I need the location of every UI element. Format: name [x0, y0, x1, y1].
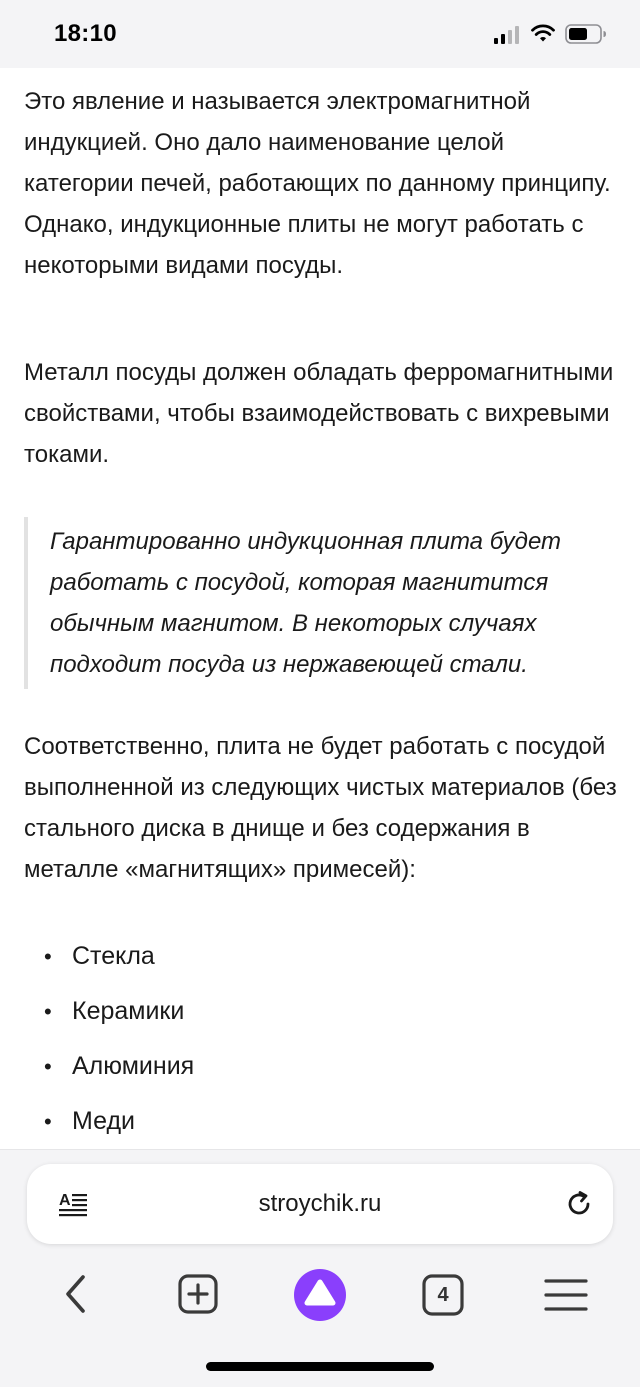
reload-icon[interactable] [564, 1189, 594, 1219]
article-content [24, 68, 620, 1148]
bullet-icon: • [44, 944, 52, 969]
list-item-label: Стекла [72, 942, 155, 970]
tabs-button[interactable] [418, 1260, 468, 1330]
new-tab-icon[interactable] [172, 1260, 224, 1330]
materials-list [24, 936, 620, 1148]
home-indicator[interactable] [206, 1362, 434, 1371]
browser-bottom-panel [0, 1149, 640, 1387]
bullet-icon: • [44, 1054, 52, 1079]
url-text[interactable]: stroychik.ru [258, 1190, 382, 1217]
list-item-label: Меди [72, 1107, 136, 1135]
article-paragraph: Это явление и называется электромагнитной индукцией. Оно дало наименование целой категории печей, работающих по данному принципу. Однако, индукционные плиты не могут работать с некоторыми видами посуды. [24, 88, 611, 279]
list-item-label: Керамики [72, 997, 185, 1025]
blockquote-text: Гарантированно индукционная плита будет работать с посудой, которая магнитится обычным магнитом. В некоторых случаях подходит посуда из нержавеющей стали. [50, 528, 562, 678]
article-blockquote [24, 517, 620, 689]
status-bar [0, 0, 640, 68]
list-item [24, 1046, 620, 1101]
reader-mode-icon[interactable] [59, 1190, 89, 1218]
bullet-icon: • [44, 1109, 52, 1134]
list-item-label: Алюминия [72, 1052, 195, 1080]
address-bar[interactable] [27, 1164, 613, 1244]
wifi-icon [531, 23, 555, 43]
article-paragraph: Соответственно, плита не будет работать с посудой выполненной из следующих чистых материалов (без стального диска в днище и без содержания в металле «магнитящих» примесей): [24, 733, 617, 883]
tabs-count: 4 [437, 1284, 449, 1306]
svg-text:A: A [59, 1192, 71, 1209]
list-item [24, 991, 620, 1046]
browser-navigation [0, 1260, 640, 1330]
menu-icon[interactable] [540, 1260, 592, 1330]
list-item [24, 936, 620, 991]
bullet-icon: • [44, 999, 52, 1024]
back-icon[interactable] [52, 1260, 102, 1330]
list-item [24, 1101, 620, 1148]
cellular-signal-icon [494, 26, 520, 44]
status-time: 18:10 [54, 20, 117, 47]
alice-assistant-icon[interactable] [290, 1260, 350, 1330]
battery-icon [565, 24, 607, 44]
article-paragraph: Металл посуды должен обладать ферромагнитными свойствами, чтобы взаимодействовать с вихревыми токами. [24, 359, 614, 468]
